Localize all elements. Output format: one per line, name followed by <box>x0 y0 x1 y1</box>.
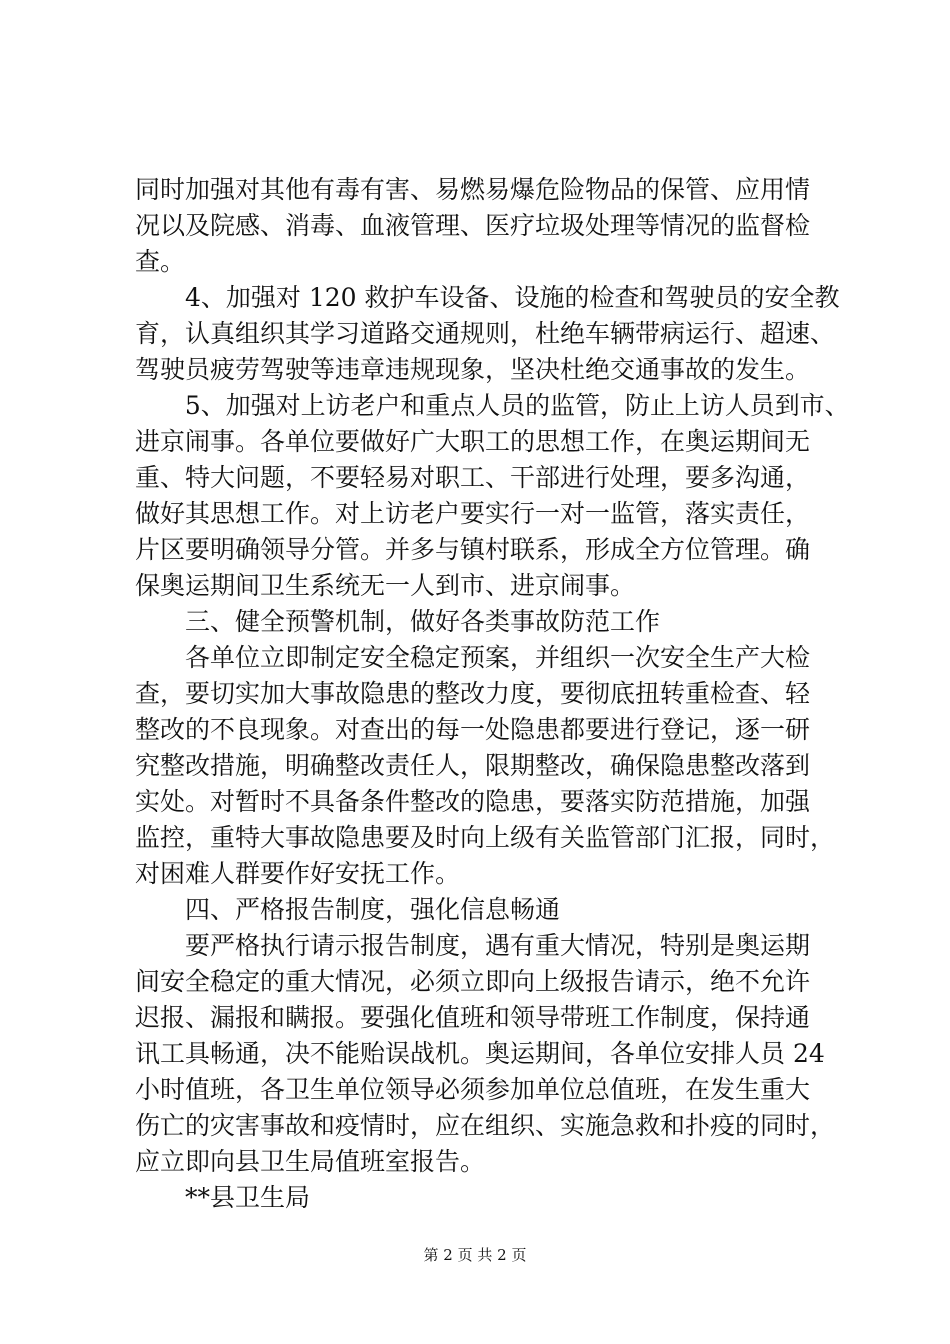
body-text-line: 同时加强对其他有毒有害、易燃易爆危险物品的保管、应用情 <box>135 175 811 204</box>
body-text-line: 重、特大问题，不要轻易对职工、干部进行处理，要多沟通， <box>135 463 811 492</box>
body-text-line: 实处。对暂时不具备条件整改的隐患，要落实防范措施，加强 <box>135 787 811 816</box>
body-text-line: 三、健全预警机制，做好各类事故防范工作 <box>135 607 661 636</box>
body-text-line: 间安全稳定的重大情况，必须立即向上级报告请示，绝不允许 <box>135 967 811 996</box>
body-text-line: 5、加强对上访老户和重点人员的监管，防止上访人员到市、 <box>135 391 850 420</box>
body-text-line: 育，认真组织其学习道路交通规则，杜绝车辆带病运行、超速、 <box>135 319 836 348</box>
body-text-line: 进京闹事。各单位要做好广大职工的思想工作，在奥运期间无 <box>135 427 811 456</box>
body-text-line: 小时值班，各卫生单位领导必须参加单位总值班，在发生重大 <box>135 1075 811 1104</box>
body-text-line: 做好其思想工作。对上访老户要实行一对一监管，落实责任， <box>135 499 811 528</box>
body-text-line: 保奥运期间卫生系统无一人到市、进京闹事。 <box>135 571 636 600</box>
body-text-line: 对困难人群要作好安抚工作。 <box>135 859 461 888</box>
body-text-line: 况以及院感、消毒、血液管理、医疗垃圾处理等情况的监督检 <box>135 211 811 240</box>
body-text-line: 要严格执行请示报告制度，遇有重大情况，特别是奥运期 <box>135 931 811 960</box>
body-text-line: 迟报、漏报和瞒报。要强化值班和领导带班工作制度，保持通 <box>135 1003 811 1032</box>
body-text-line: 究整改措施，明确整改责任人，限期整改，确保隐患整改落到 <box>135 751 811 780</box>
body-text-line: **县卫生局 <box>135 1183 311 1212</box>
page-footer: 第 2 页 共 2 页 <box>423 1246 527 1264</box>
body-text-line: 4、加强对 120 救护车设备、设施的检查和驾驶员的安全教 <box>135 283 840 312</box>
body-text-line: 讯工具畅通，决不能贻误战机。奥运期间，各单位安排人员 24 <box>135 1039 825 1068</box>
body-text-line: 整改的不良现象。对查出的每一处隐患都要进行登记，逐一研 <box>135 715 811 744</box>
body-text-line: 查，要切实加大事故隐患的整改力度，要彻底扭转重检查、轻 <box>135 679 811 708</box>
body-text-line: 查。 <box>135 247 186 276</box>
body-text-line: 监控，重特大事故隐患要及时向上级有关监管部门汇报，同时， <box>135 823 836 852</box>
body-text-line: 片区要明确领导分管。并多与镇村联系，形成全方位管理。确 <box>135 535 811 564</box>
body-text-line: 驾驶员疲劳驾驶等违章违规现象，坚决杜绝交通事故的发生。 <box>135 355 811 384</box>
body-text-line: 四、严格报告制度，强化信息畅通 <box>135 895 561 924</box>
body-text-line: 各单位立即制定安全稳定预案，并组织一次安全生产大检 <box>135 643 811 672</box>
body-text-line: 应立即向县卫生局值班室报告。 <box>135 1147 486 1176</box>
body-text-line: 伤亡的灾害事故和疫情时，应在组织、实施急救和扑疫的同时， <box>135 1111 836 1140</box>
